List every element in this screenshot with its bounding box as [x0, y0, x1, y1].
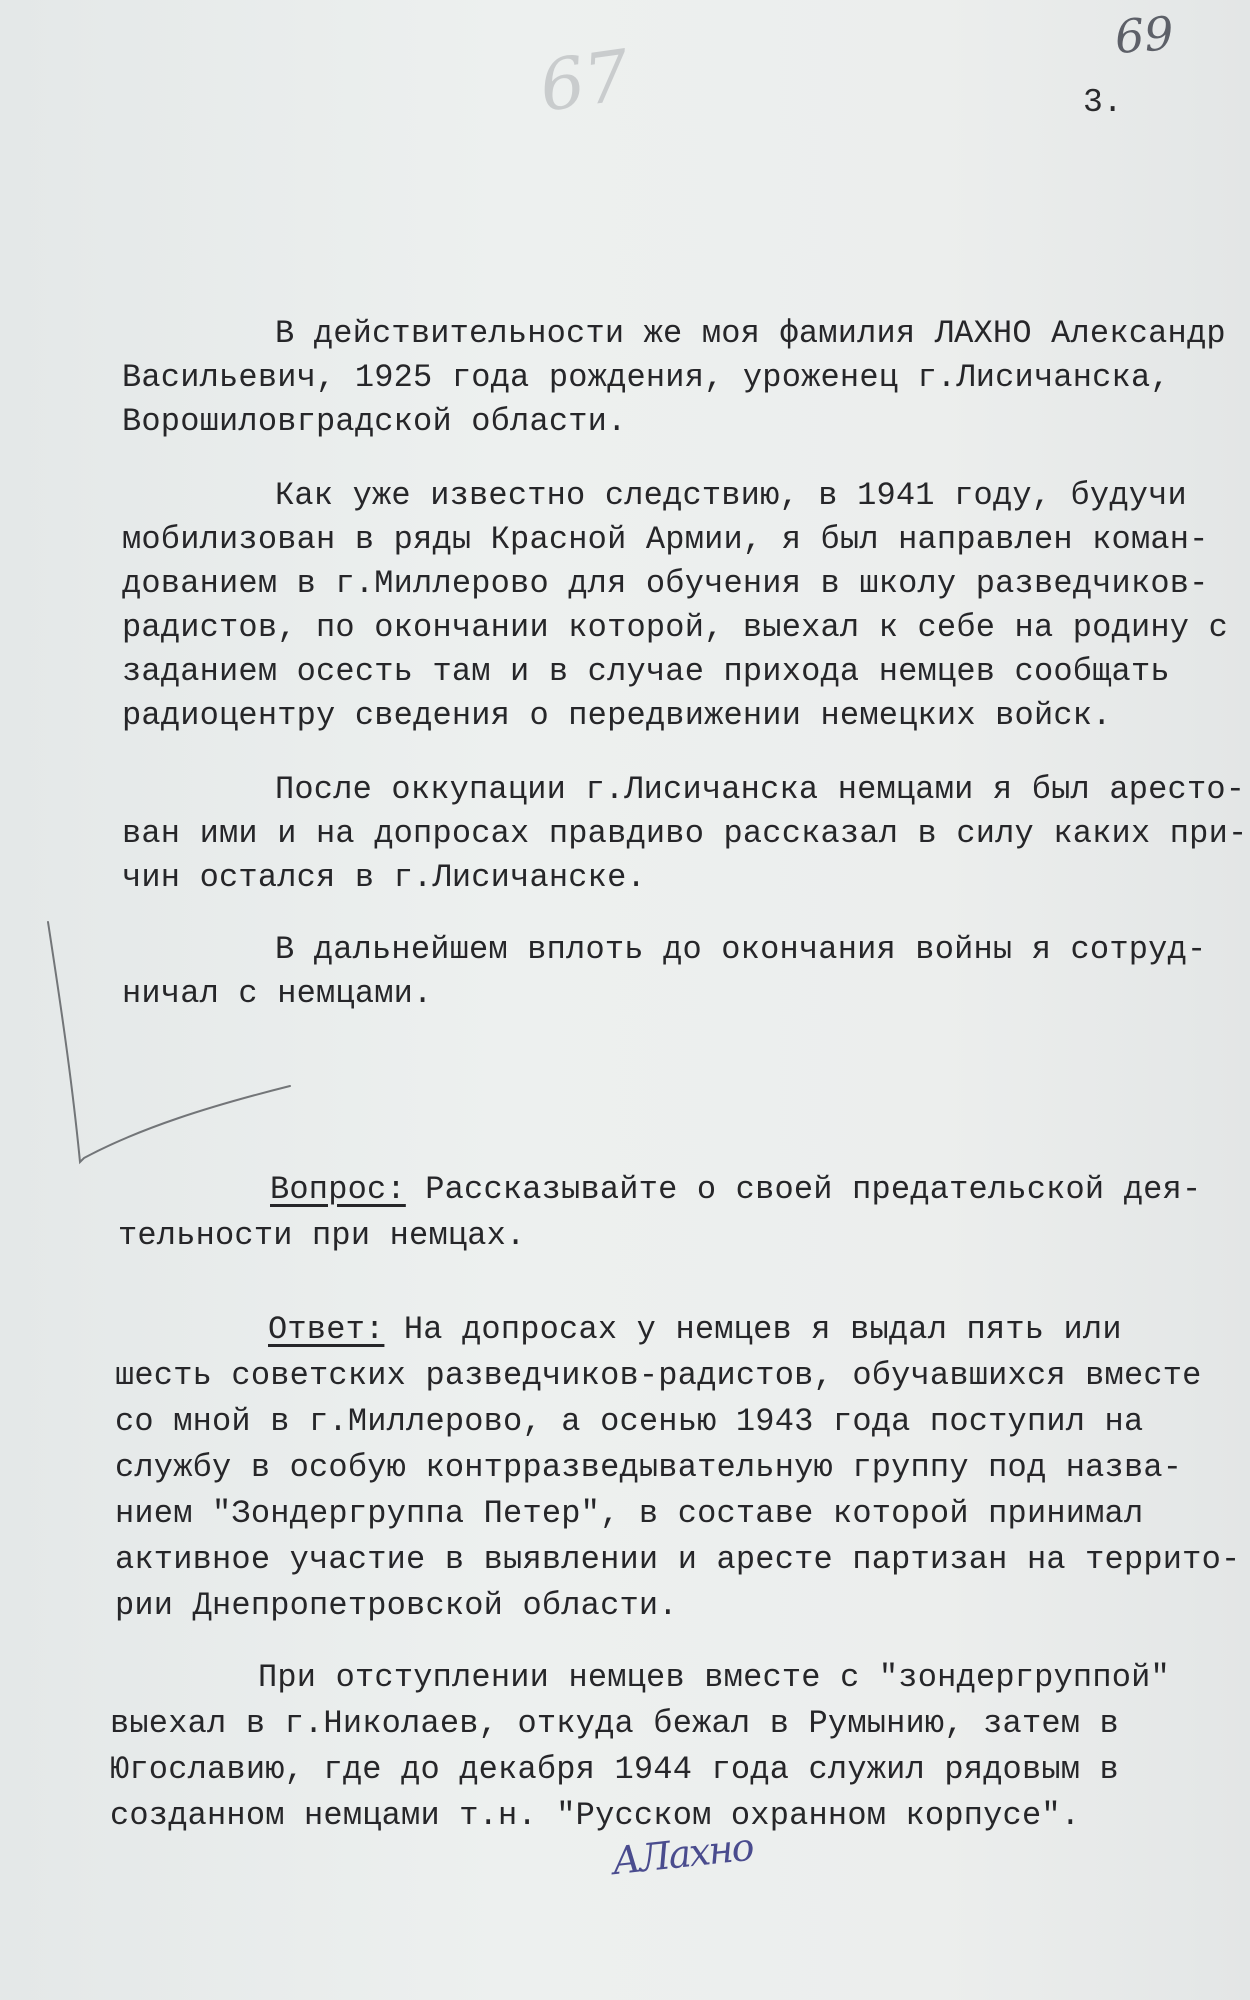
text-line: радистов, по окончании которой, выехал к себе на родину с [122, 609, 1228, 646]
text-line: службу в особую контрразведывательную группу под назва- [115, 1449, 1183, 1486]
text-line: После оккупации г.Лисичанска немцами я был аресто- [275, 771, 1246, 808]
text-line: тельности при немцах. [118, 1217, 526, 1254]
text-line: Васильевич, 1925 года рождения, уроженец г.Лисичанска, [122, 359, 1170, 396]
text-line: шесть советских разведчиков-радистов, обучавшихся вместе [115, 1357, 1202, 1394]
text-line: В действительности же моя фамилия ЛАХНО Александр [275, 315, 1226, 352]
text-line: выехал в г.Николаев, откуда бежал в Румынию, затем в [110, 1705, 1119, 1742]
text-line: заданием осесть там и в случае прихода немцев сообщать [122, 653, 1170, 690]
text-line: Как уже известно следствию, в 1941 году, будучи [275, 477, 1187, 514]
signature: АЛахно [610, 1824, 755, 1884]
text-line: Ответ: На допросах у немцев я выдал пять или [268, 1311, 1122, 1348]
text-line: Ворошиловградской области. [122, 403, 627, 440]
folio-number: 69 [1113, 6, 1176, 64]
text-line: со мной в г.Миллерово, а осенью 1943 года поступил на [115, 1403, 1144, 1440]
text-line: дованием в г.Миллерово для обучения в школу разведчиков- [122, 565, 1209, 602]
text-line: рии Днепропетровской области. [115, 1587, 678, 1624]
text-line: ван ими и на допросах правдиво рассказал в силу каких при- [122, 815, 1248, 852]
question-label: Вопрос: [270, 1171, 406, 1208]
text-line: При отступлении немцев вместе с "зондергруппой" [258, 1659, 1170, 1696]
text-line: В дальнейшем вплоть до окончания войны я сотруд- [275, 931, 1207, 968]
text-line: радиоцентру сведения о передвижении немецких войск. [122, 697, 1112, 734]
text-line: Югославию, где до декабря 1944 года служил рядовым в [110, 1751, 1119, 1788]
text-line: Вопрос: Рассказывайте о своей предательской дея- [270, 1171, 1202, 1208]
text-line: мобилизован в ряды Красной Армии, я был направлен коман- [122, 521, 1209, 558]
text-line: ничал с немцами. [122, 975, 433, 1012]
text-line: чин остался в г.Лисичанске. [122, 859, 646, 896]
text-line: созданном немцами т.н. "Русском охранном корпусе". [110, 1797, 1081, 1834]
old-folio-number: 67 [534, 34, 635, 128]
text-line: активное участие в выявлении и аресте партизан на террито- [115, 1541, 1241, 1578]
text-line: нием "Зондергруппа Петер", в составе которой принимал [115, 1495, 1144, 1532]
answer-label: Ответ: [268, 1311, 385, 1348]
page-number: 3. [1083, 84, 1123, 121]
